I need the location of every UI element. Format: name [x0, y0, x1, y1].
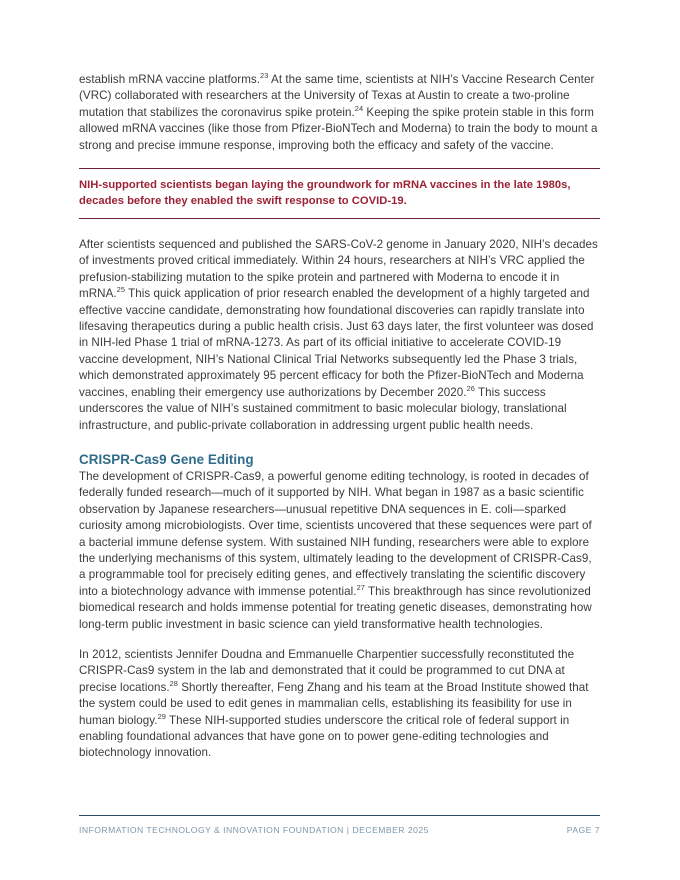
footer-page-number: PAGE 7	[566, 825, 600, 835]
paragraph-3-part-1: The development of CRISPR-Cas9, a powerful genome editing technology, is rooted in decades of federally funded research—much of it supported by NIH. What began in 1987 as a basic scientific observation by Japanese researchers—unusual repetitive DNA sequences in E. coli—sparked curiosity among microbiologists. Over time, scientists uncovered that these sequences were part of a bacterial immune defense system. With sustained NIH funding, researchers were able to explore the underlying mechanisms of this system, ultimately leading to the development of CRISPR-Cas9, a programmable tool for precisely editing genes, and effectively translating the scientific discovery into a biotechnology advance with immense potential.	[79, 469, 592, 598]
paragraph-4-part-3: These NIH-supported studies underscore the critical role of federal support in enabling foundational advances that have gone on to power gene-editing technologies and biotechnology innovation.	[79, 713, 570, 760]
section-heading-crispr: CRISPR-Cas9 Gene Editing	[79, 451, 254, 467]
paragraph-continuation	[79, 72, 600, 154]
paragraph-crispr-history	[79, 469, 600, 633]
paragraph-mrna-covid	[79, 237, 600, 434]
pullquote-callout	[79, 168, 600, 219]
paragraph-3-part-2: This breakthrough has since revolutionized biomedical research and holds immense potential for treating genetic diseases, demonstrating how long-term public investment in basic science can yield transformative health technologies.	[79, 584, 592, 631]
footnote-ref-29[interactable]: 29	[157, 711, 166, 721]
paragraph-2-part-3: This success underscores the value of NIH’s sustained commitment to basic molecular biology, translational infrastructure, and public-private collaboration in addressing urgent public health needs.	[79, 385, 567, 432]
footnote-ref-28[interactable]: 28	[169, 678, 178, 688]
footer-organization-line	[79, 825, 429, 835]
footer-separator: |	[346, 825, 350, 835]
footnote-ref-24[interactable]: 24	[354, 103, 364, 113]
paragraph-4-part-2: Shortly thereafter, Feng Zhang and his team at the Broad Institute showed that the system could be used to edit genes in mammalian cells, establishing its feasibility for use in human biology.	[79, 680, 589, 727]
footer-issue-date: DECEMBER 2025	[352, 825, 429, 835]
footnote-ref-23[interactable]: 23	[260, 71, 269, 81]
paragraph-1-part-1: establish mRNA vaccine platforms.	[79, 73, 261, 86]
footnote-ref-25[interactable]: 25	[116, 285, 125, 295]
paragraph-2-part-1: After scientists sequenced and published the SARS-CoV-2 genome in January 2020, NIH’s decades of investments proved critical immediately. Within 24 hours, researchers at NIH’s VRC applied the prefusion-stabilizing mutation to the spike protein and partnered with Moderna to encode it in mRNA.	[79, 238, 598, 301]
paragraph-2-part-2: This quick application of prior research enabled the development of a highly targeted and effective vaccine candidate, demonstrating how foundational discoveries can rapidly translate into lifesaving therapeutics during a public health crisis. Just 63 days later, the first volunteer was dosed in NIH-led Phase 1 trial of mRNA-1273. As part of its official initiative to accelerate COVID-19 vaccine development, NIH’s National Clinical Trial Networks subsequently led the Phase 3 trials, which demonstrated approximately 95 percent efficacy for both the Pfizer-BioNTech and Moderna vaccines, enabling their emergency use authorizations by December 2020.	[79, 287, 594, 399]
footer-organization: INFORMATION TECHNOLOGY & INNOVATION FOUNDATION	[79, 825, 344, 835]
page-content-column	[79, 72, 600, 762]
pullquote-text: NIH-supported scientists began laying the groundwork for mRNA vaccines in the late 1980s, decades before they enabled the swift response to COVID-19.	[79, 179, 571, 207]
page-footer	[79, 815, 600, 835]
footnote-ref-27[interactable]: 27	[356, 582, 365, 592]
paragraph-4-part-1: In 2012, scientists Jennifer Doudna and Emmanuelle Charpentier successfully reconstituted the CRISPR-Cas9 system in the lab and demonstrated that it could be programmed to cut DNA at precise locations.	[79, 647, 575, 694]
paragraph-1-part-2: At the same time, scientists at NIH’s Vaccine Research Center (VRC) collaborated with researchers at the University of Texas at Austin to create a two-proline mutation that stabilizes the coronavirus spike protein.	[79, 73, 595, 119]
paragraph-doudna-charpentier	[79, 647, 600, 762]
paragraph-1-part-3: Keeping the spike protein stable in this form allowed mRNA vaccines (like those from Pfizer-BioNTech and Moderna) to train the body to mount a strong and precise immune response, improving both the efficacy and safety of the vaccine.	[79, 105, 598, 152]
footnote-ref-26[interactable]: 26	[466, 383, 475, 393]
